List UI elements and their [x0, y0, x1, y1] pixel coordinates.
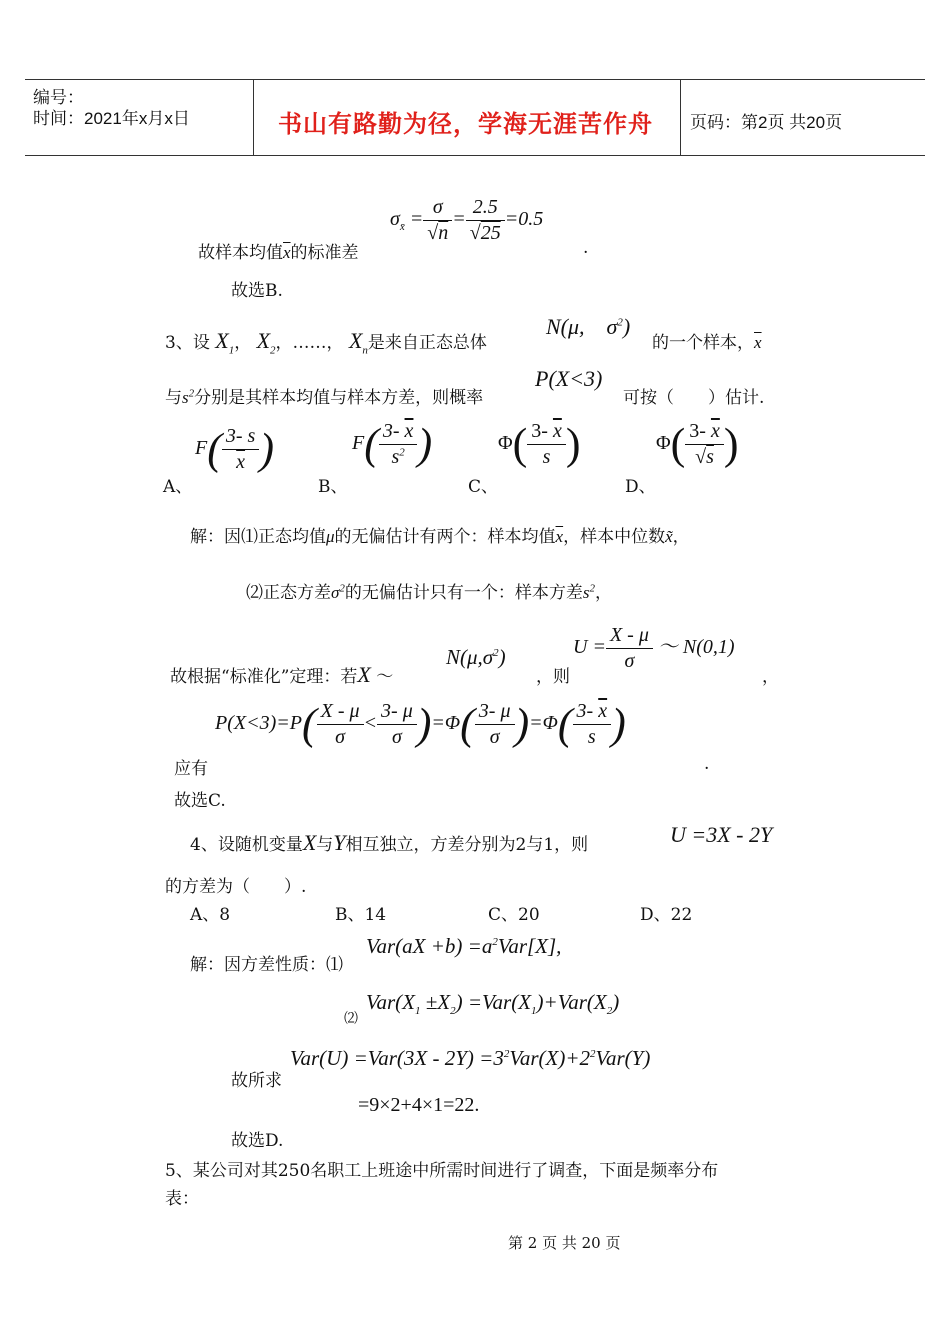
header-bottom-rule: [25, 155, 925, 156]
sol4-therefore: 故所求: [231, 1071, 282, 1091]
variance-calculation: $Var(U) =Var(3X - 2Y) =3^2Var(X)+2^2Var(Y)$: [290, 1046, 651, 1070]
sol4-line2-label: ⑵: [344, 1011, 358, 1027]
prob-formula: P(X<3): [535, 366, 603, 391]
choose-c: 故选C.: [174, 791, 226, 811]
q4-opt-d: D、22: [640, 905, 693, 925]
variance-result: =9×2+4×1=22.: [358, 1094, 480, 1116]
option-b-formula: F( $\frac{3- \overline{x}}{s^2}$ ): [352, 419, 433, 469]
standardization-line: 故根据“标准化”定理：若X ～: [170, 662, 394, 687]
header-code-label: 编号：: [33, 88, 84, 107]
choose-b: 故选B.: [231, 281, 283, 301]
q4-opt-b: B、14: [335, 905, 387, 925]
header-top-rule: [25, 79, 925, 80]
option-a-label: A、: [163, 477, 193, 497]
q4-opt-c: C、20: [488, 905, 540, 925]
normal-dist-formula: $N(\mu,\sigma^2)$: [446, 645, 506, 669]
line-std-text: 故样本均值$\overline{x}$的标准差: [198, 243, 359, 263]
header-motto: 书山有路勤为径，学海无涯苦作舟: [278, 111, 653, 138]
xbar-symbol: $\overline{x}$: [283, 243, 291, 262]
variance-property-2: $Var(X_1 \pm X_2) =Var(X_1)+Var(X_2)$: [366, 990, 620, 1018]
variance-property-1: $Var(aX +b) =a^2Var[X]$,: [366, 934, 562, 958]
prob-standardized-formula: P(X<3)=P( $\frac{X - \mu}{\sigma}$ < $\frac{3- \mu}{\sigma}$ )=Φ( $\frac{3- \mu}{\sigma}$ )=Φ( $\frac{3- \overline{x}}{s}$ ): [215, 699, 626, 749]
period-2: .: [704, 754, 710, 774]
q5-line1: 5、某公司对其250名职工上班途中所需时间进行了调查，下面是频率分布: [165, 1161, 719, 1181]
q3-line2: 与$s^2$分别是其样本均值与样本方差，则概率: [165, 387, 484, 408]
header-page-info: 页码：第2页 共20页: [690, 113, 843, 132]
q4-line2: 的方差为（ ）.: [165, 877, 307, 897]
header-time-label: 时间：2021年x月x日: [33, 109, 190, 128]
header-divider-left: [253, 79, 254, 156]
u-formula: U =3X - 2Y: [670, 822, 773, 847]
option-d-label: D、: [625, 477, 656, 497]
option-b-label: B、: [318, 477, 348, 497]
q4-line1: 4、设随机变量X与Y相互独立，方差分别为2与1，则: [190, 830, 589, 855]
solution-line2: ⑵正态方差$\sigma^2$的无偏估计只有一个：样本方差$s^2$，: [246, 582, 613, 603]
then-text: ，则: [536, 667, 570, 687]
option-c-formula: Φ( $\frac{3- \overline{x}}{s}$ ): [498, 419, 581, 469]
option-a-formula: F( $\frac{3- s}{x}$ ): [195, 424, 274, 474]
choose-d: 故选D.: [231, 1131, 284, 1151]
option-c-label: C、: [468, 477, 499, 497]
q3-line1-end: 的一个样本，$\overline{x}$: [652, 333, 762, 353]
formula-std-mean: $\sigma_{x̄}$ = $\frac{\sigma}{√n}$ = $\frac{2.5}{√25}$ =0.5: [390, 196, 544, 244]
comma-std: ，: [762, 667, 779, 687]
period-1: .: [583, 238, 589, 258]
q5-line2: 表：: [165, 1189, 199, 1209]
footer-page-number: 第 2 页 共 20 页: [508, 1234, 621, 1252]
q3-line2-end: 可按（ ）估计.: [623, 388, 765, 408]
normal-population-formula: N(μ, $\sigma^2$): [546, 314, 631, 339]
option-d-formula: Φ( $\frac{3- \overline{x}}{√s}$ ): [656, 419, 739, 469]
should-have: 应有: [174, 759, 208, 779]
header-divider-right: [680, 79, 681, 156]
sol4-line1: 解：因方差性质：⑴: [190, 955, 343, 975]
solution-line1: 解：因⑴正态均值μ的无偏估计有两个：样本均值$\overline{x}$，样本中位数x̃，: [190, 527, 690, 547]
q4-opt-a: A、8: [190, 905, 231, 925]
u-standard-formula: U = $\frac{X - \mu}{\sigma}$ ～ N(0,1): [573, 624, 735, 672]
q3-line1: 3、设 $X_1$， $X_2$，……， $X_n$是来自正态总体: [165, 328, 487, 357]
